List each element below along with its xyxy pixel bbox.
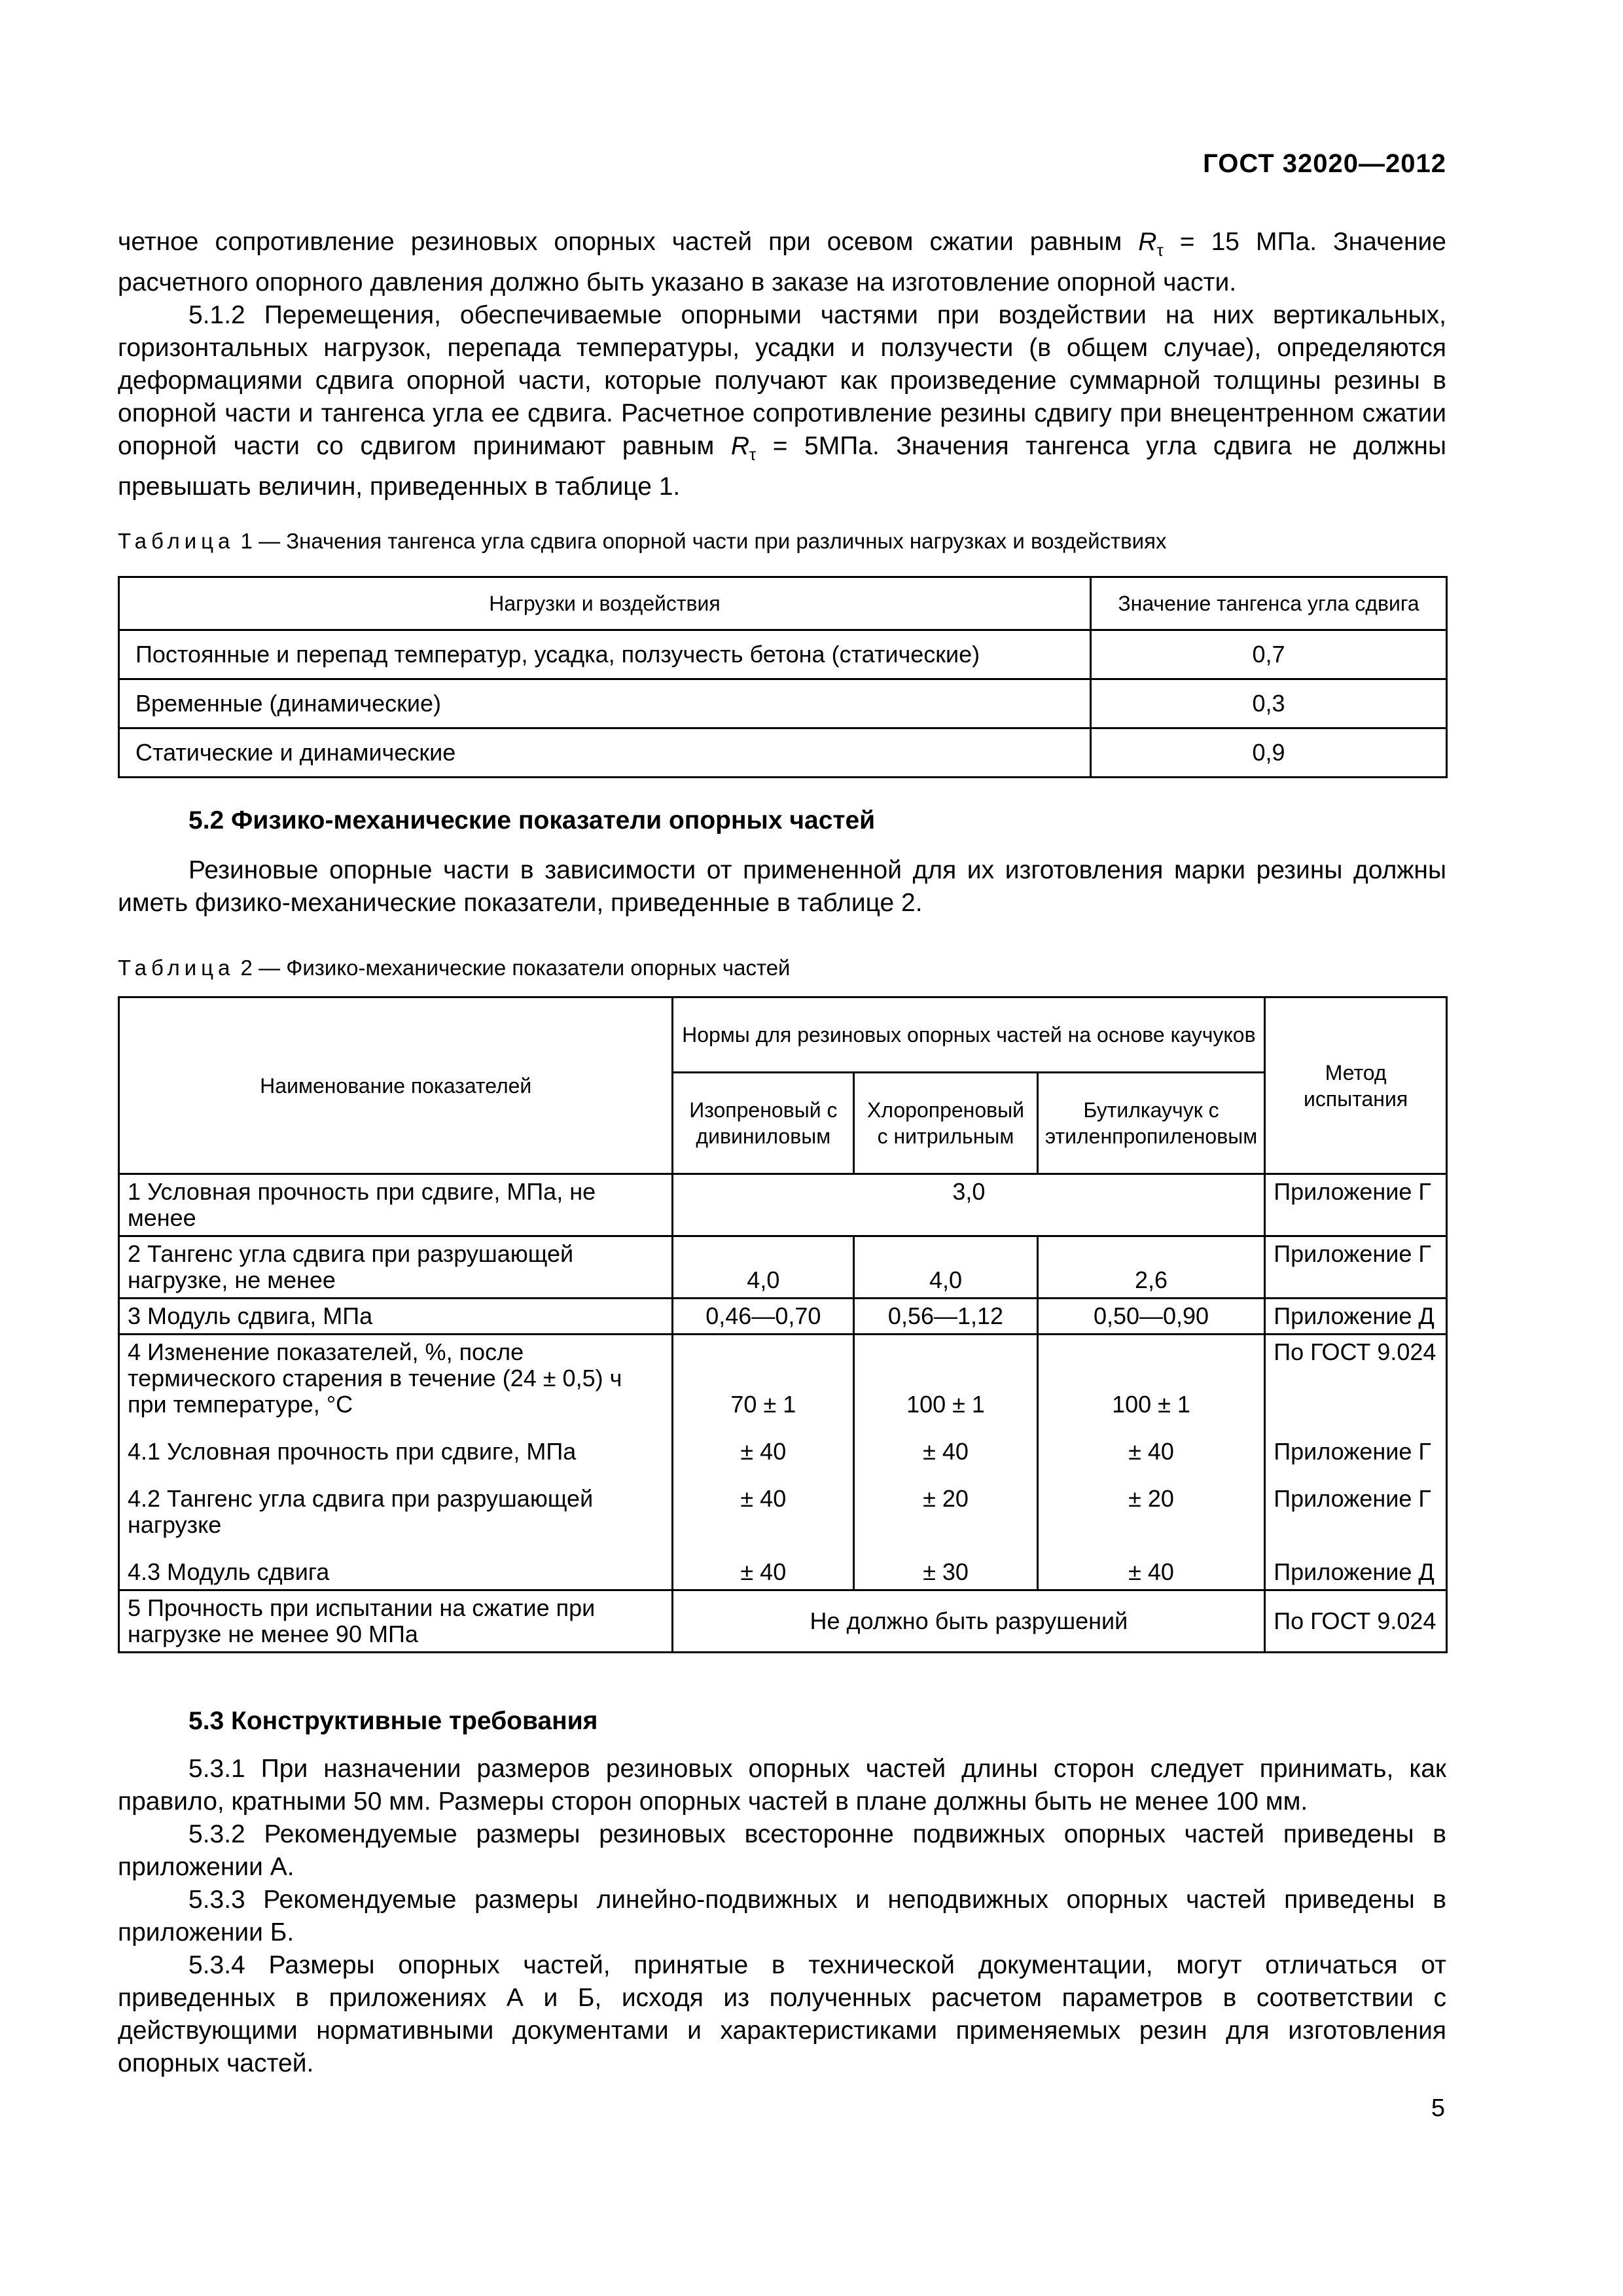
table1-load-cell: Постоянные и перепад температур, усадка, ползучесть бетона (статические)	[119, 630, 1091, 679]
table2-row41-method: Приложение Г	[1265, 1422, 1447, 1469]
symbol-tau: τ	[749, 444, 757, 464]
table2-row3-v1: 0,46—0,70	[673, 1299, 854, 1335]
caption-label: Таблица	[118, 529, 235, 553]
table2-row5-method: По ГОСТ 9.024	[1265, 1590, 1447, 1653]
caption-text: 1 — Значения тангенса угла сдвига опорной части при различных нагрузках и воздействиях	[234, 529, 1167, 553]
table-row	[119, 1590, 1447, 1653]
table2-caption	[118, 956, 790, 980]
table2-row43-v1: ± 40	[673, 1542, 854, 1590]
table2-header-chloroprene: Хлоропреновый с нитрильным	[854, 1073, 1038, 1174]
paragraph-5-3-1: 5.3.1 При назначении размеров резиновых опорных частей длины сторон следует принимать, как правило, кратными 50 мм. Размеры сторон опорных частей в плане должны быть не менее 100 мм.	[118, 1755, 1446, 1816]
symbol-r: R	[1138, 228, 1157, 256]
table-row	[119, 1422, 1447, 1469]
table2-header-butyl: Бутилкаучук с этиленпропиленовым	[1037, 1073, 1264, 1174]
section-5-3-text	[118, 1753, 1446, 2080]
table-row	[119, 728, 1447, 778]
table2-row42-v2: ± 20	[854, 1469, 1038, 1542]
table2-row4-method: По ГОСТ 9.024	[1265, 1335, 1447, 1422]
section-5-2-text	[118, 854, 1446, 920]
table2-row41-v1: ± 40	[673, 1422, 854, 1469]
table2-row4-v3: 100 ± 1	[1037, 1335, 1264, 1422]
table2-row4-v2: 100 ± 1	[854, 1335, 1038, 1422]
table1-caption	[118, 529, 1166, 554]
table-row	[119, 1542, 1447, 1590]
table2-header-method: Метод испытания	[1265, 997, 1447, 1174]
caption-label: Таблица	[118, 956, 235, 980]
table2-row43-v2: ± 30	[854, 1542, 1038, 1590]
table1-load-cell: Временные (динамические)	[119, 679, 1091, 728]
table2-row3-method: Приложение Д	[1265, 1299, 1447, 1335]
paragraph-5-1-2	[118, 299, 1446, 503]
table2-row42-v3: ± 20	[1037, 1469, 1264, 1542]
document-code: ГОСТ 32020—2012	[1203, 149, 1446, 178]
table2-row41-v3: ± 40	[1037, 1422, 1264, 1469]
table2-row43-v3: ± 40	[1037, 1542, 1264, 1590]
intro-paragraph	[118, 226, 1446, 299]
table1-header-loads: Нагрузки и воздействия	[119, 577, 1091, 630]
table1-load-cell: Статические и динамические	[119, 728, 1091, 778]
table1-header-value: Значение тангенса угла сдвига	[1091, 577, 1447, 630]
section-5-2-paragraph: Резиновые опорные части в зависимости от примененной для их изготовления марки резины должны иметь физико-механические показатели, приведенные в таблице 2.	[118, 856, 1446, 917]
caption-text: 2 — Физико-механические показатели опорных частей	[234, 956, 791, 980]
table-row	[119, 1299, 1447, 1335]
table-row	[119, 679, 1447, 728]
paragraph-5-3-3: 5.3.3 Рекомендуемые размеры линейно-подвижных и неподвижных опорных частей приведены в приложении Б.	[118, 1886, 1446, 1946]
table2-row2-v3: 2,6	[1037, 1236, 1264, 1299]
table2-row41-name: 4.1 Условная прочность при сдвиге, МПа	[119, 1422, 673, 1469]
table2-row43-name: 4.3 Модуль сдвига	[119, 1542, 673, 1590]
table-1	[118, 576, 1448, 778]
section-5-3-heading: 5.3 Конструктивные требования	[188, 1707, 598, 1735]
intro-text-start: четное сопротивление резиновых опорных частей при осевом сжатии равным	[118, 228, 1139, 256]
paragraph-5-3-4: 5.3.4 Размеры опорных частей, принятые в технической документации, могут отличаться от приведенных в приложениях А и Б, исходя из полученных расчетом параметров в соответствии с действующими нормативными документами и характеристиками применяемых резин для изготовления опорных частей.	[118, 1951, 1446, 2077]
table2-row5-value: Не должно быть разрушений	[673, 1590, 1265, 1653]
table2-row3-v2: 0,56—1,12	[854, 1299, 1038, 1335]
section-5-2-heading: 5.2 Физико-механические показатели опорных частей	[188, 806, 876, 834]
p512-text-end: = 5МПа. Значения тангенса угла сдвига не должны превышать величин, приведенных в таблице 1.	[118, 431, 1446, 501]
table-row	[119, 1236, 1447, 1299]
table2-row1-value: 3,0	[673, 1174, 1265, 1236]
table2-header-isoprene: Изопреновый с дивиниловым	[673, 1073, 854, 1174]
table2-row4-v1: 70 ± 1	[673, 1335, 854, 1422]
table2-row3-name: 3 Модуль сдвига, МПа	[119, 1299, 673, 1335]
table2-row2-v1: 4,0	[673, 1236, 854, 1299]
table2-row1-method: Приложение Г	[1265, 1174, 1447, 1236]
table2-row5-name: 5 Прочность при испытании на сжатие при нагрузке не менее 90 МПа	[119, 1590, 673, 1653]
table2-row42-v1: ± 40	[673, 1469, 854, 1542]
page-number: 5	[1431, 2094, 1445, 2122]
table2-row42-name: 4.2 Тангенс угла сдвига при разрушающей нагрузке	[119, 1469, 673, 1542]
table2-header-name: Наименование показателей	[119, 997, 673, 1174]
table-row	[119, 1335, 1447, 1422]
table2-row4-name: 4 Изменение показателей, %, после термического старения в течение (24 ± 0,5) ч при температуре, °С	[119, 1335, 673, 1422]
intro-text	[118, 226, 1446, 503]
intro-text-end: = 15 МПа. Значение расчетного опорного давления должно быть указано в заказе на изготовление опорной части.	[118, 228, 1446, 296]
table1-value-cell: 0,9	[1091, 728, 1447, 778]
table2-row1-name: 1 Условная прочность при сдвиге, МПа, не менее	[119, 1174, 673, 1236]
p512-text-start: 5.1.2 Перемещения, обеспечиваемые опорными частями при воздействии на них вертикальных, горизонтальных нагрузок, перепада температуры, усадки и ползучести (в общем случае), определяются деформациями сдвига опорной части, которые получают как произведение суммарной толщины резины в опорной части и тангенса угла ее сдвига. Расчетное сопротивление резины сдвигу при внецентренном сжатии опорной части со сдвигом принимают равным	[118, 300, 1446, 460]
table-row	[119, 630, 1447, 679]
table2-row43-method: Приложение Д	[1265, 1542, 1447, 1590]
table2-row2-name: 2 Тангенс угла сдвига при разрушающей нагрузке, не менее	[119, 1236, 673, 1299]
symbol-tau: τ	[1156, 240, 1164, 260]
table1-value-cell: 0,3	[1091, 679, 1447, 728]
table2-row2-v2: 4,0	[854, 1236, 1038, 1299]
table-2	[118, 996, 1448, 1653]
table2-row41-v2: ± 40	[854, 1422, 1038, 1469]
table2-row2-method: Приложение Г	[1265, 1236, 1447, 1299]
table1-value-cell: 0,7	[1091, 630, 1447, 679]
table2-row42-method: Приложение Г	[1265, 1469, 1447, 1542]
table-row	[119, 1469, 1447, 1542]
table2-row3-v3: 0,50—0,90	[1037, 1299, 1264, 1335]
table-row	[119, 1174, 1447, 1236]
paragraph-5-3-2: 5.3.2 Рекомендуемые размеры резиновых всесторонне подвижных опорных частей приведены в приложении А.	[118, 1820, 1446, 1881]
symbol-r: R	[730, 431, 749, 460]
table2-header-norms: Нормы для резиновых опорных частей на основе каучуков	[673, 997, 1265, 1073]
